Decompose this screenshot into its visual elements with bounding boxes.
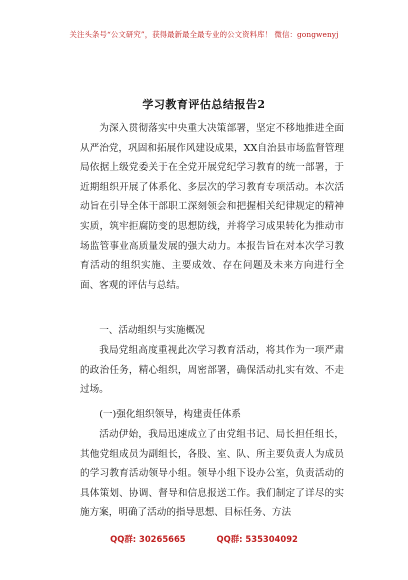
- footer-qq-group-1: QQ群: 30265665: [110, 534, 186, 544]
- header-notice: 关注头条号“公文研究”，获得最新最全最专业的公文资料库！ 微信：gongwenyj: [69, 30, 339, 39]
- section-1-paragraph: 我局党组高度重视此次学习教育活动，将其作为一项严肃的政治任务，精心组织，周密部署，确保活动扎实有效、不走过场。: [80, 345, 344, 396]
- intro-paragraph: 为深入贯彻落实中央重大决策部署，坚定不移地推进全面从严治党，巩固和拓展作风建设成果，XX自治县市场监督管理局依据上级党委关于在全党开展党纪学习教育的统一部署，于近期组织开展了体系化、多层次的学习教育专项活动。本次活动旨在引导全体干部职工深刻领会和把握相关纪律规定的精神实质，筑牢拒腐防变的思想防线，并将学习成果转化为推动市场监管事业高质量发展的强大动力。本报告旨在对本次学习教育活动的组织实施、主要成效、存在问题及未来方向进行全面、客观的评估与总结。: [80, 123, 344, 291]
- section-heading-1: 一、活动组织与实施概况: [99, 325, 205, 336]
- footer-qq-group-2: QQ群: 535304092: [216, 534, 298, 544]
- footer-contact: [0, 533, 408, 545]
- document-title: 学习教育评估总结报告2: [142, 98, 266, 111]
- subsection-heading-1: (一)强化组织领导，构建责任体系: [99, 409, 241, 420]
- subsection-1-paragraph: 活动伊始，我局迅速成立了由党组书记、局长担任组长，其他党组成员为副组长，各股、室、队、所主要负责人为成员的学习教育活动领导小组。领导小组下设办公室，负责活动的具体策划、协调、督导和信息报送工作。我们制定了详尽的实施方案，明确了活动的指导思想、目标任务、方法: [80, 429, 344, 519]
